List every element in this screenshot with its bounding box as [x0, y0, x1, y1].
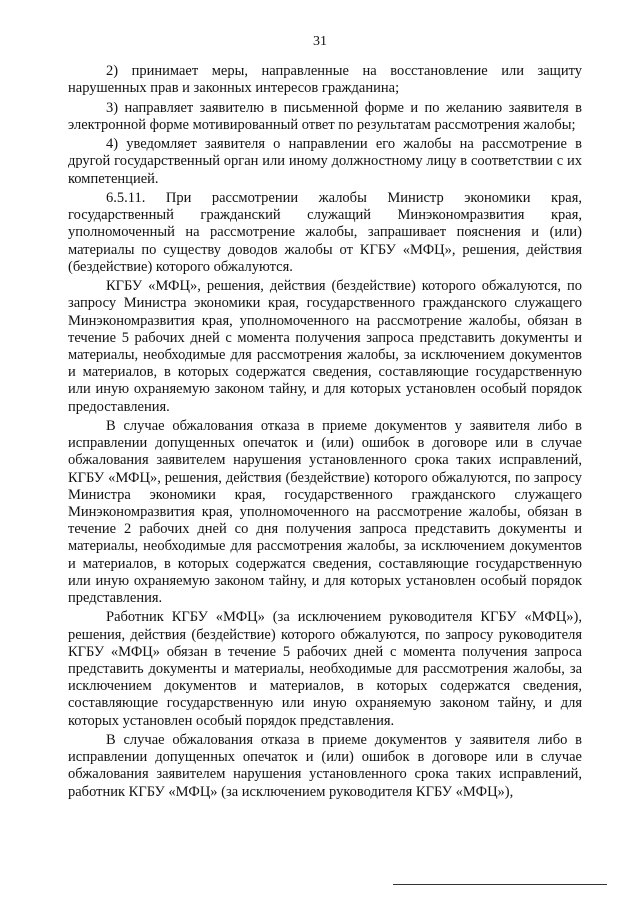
paragraph-item-2: 2) принимает меры, направленные на восстановление или защиту нарушенных прав и законных интересов гражданина; — [68, 63, 582, 97]
paragraph-item-3: 3) направляет заявителю в письменной форме и по желанию заявителя в электронной форме мотивированный ответ по результатам рассмотрения жалобы; — [68, 99, 582, 133]
page-number: 31 — [313, 34, 327, 49]
bottom-rule-line — [393, 884, 607, 885]
document-body — [68, 63, 582, 803]
paragraph-kgbu-mfc-obligation: КГБУ «МФЦ», решения, действия (бездействие) которого обжалуются, по запросу Министра экономики края, государственного гражданского служащего Минэкономразвития края, уполномоченного на рассмотрение жалобы, обязан в течение 5 рабочих дней с момента получения запроса представить документы и материалы, необходимые для рассмотрения жалобы, за исключением документов и материалов, в которых содержатся сведения, составляющие государственную или иную охраняемую законом тайну, и для которых установлен особый порядок предоставления. — [68, 278, 582, 415]
paragraph-item-4: 4) уведомляет заявителя о направлении его жалобы на рассмотрение в другой государственный орган или иному должностному лицу в соответствии с их компетенцией. — [68, 136, 582, 187]
paragraph-employee-obligation: Работник КГБУ «МФЦ» (за исключением руководителя КГБУ «МФЦ»), решения, действия (бездействие) которого обжалуются, по запросу руководителя КГБУ «МФЦ» обязан в течение 5 рабочих дней с момента получения запроса представить документы и материалы, необходимые для рассмотрения жалобы, за исключением документов и материалов, в которых содержатся сведения, составляющие государственную или иную охраняемую законом тайну, и для которых установлен особый порядок представления. — [68, 609, 582, 729]
paragraph-employee-refusal-appeal: В случае обжалования отказа в приеме документов у заявителя либо в исправлении допущенных опечаток и (или) ошибок в договоре или в случае обжалования заявителем нарушения установленного срока таких исправлений, работник КГБУ «МФЦ» (за исключением руководителя КГБУ «МФЦ»), — [68, 732, 582, 800]
paragraph-6-5-11: 6.5.11. При рассмотрении жалобы Министр экономики края, государственный гражданский служащий Минэкономразвития края, уполномоченный на рассмотрение жалобы, запрашивает пояснения и (или) материалы по существу доводов жалобы от КГБУ «МФЦ», решения, действия (бездействие) которого обжалуются. — [68, 189, 582, 275]
paragraph-refusal-appeal: В случае обжалования отказа в приеме документов у заявителя либо в исправлении допущенных опечаток и (или) ошибок в договоре или в случае обжалования заявителем нарушения установленного срока таких исправлений, КГБУ «МФЦ», решения, действия (бездействие) которого обжалуются, по запросу Министра экономики края, государственного гражданского служащего Минэкономразвития края, уполномоченного на рассмотрение жалобы, обязан в течение 2 рабочих дней со дня получения запроса представить документы и материалы, необходимые для рассмотрения жалобы, за исключением документов и материалов, в которых содержатся сведения, составляющие государственную или иную охраняемую законом тайну, и для которых установлен особый порядок представления. — [68, 418, 582, 607]
